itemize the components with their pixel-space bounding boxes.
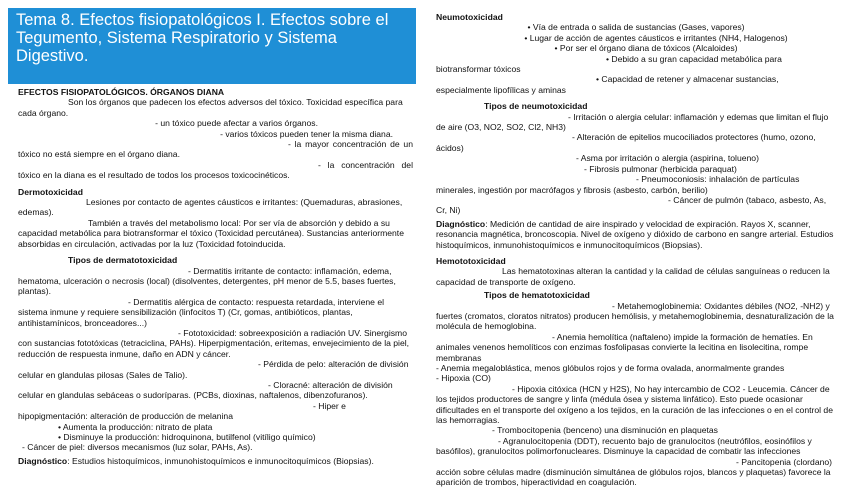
list-item: • Vía de entrada o salida de sustancias (Gases, vapores) xyxy=(527,22,745,33)
subheading-tipos-dermatotoxicidad: Tipos de dermatotoxicidad xyxy=(68,255,178,266)
paragraph: Son los órganos que padecen los efectos adversos del tóxico. Toxicidad específica para cada órgano. xyxy=(18,97,403,118)
list-item: - Fibrosis pulmonar (herbicida paraquat) xyxy=(584,163,737,174)
list-item: • Disminuye la producción: hidroquinona, butilfenol (vitíligo químico) xyxy=(58,432,316,442)
diagnostico-line xyxy=(18,456,413,466)
list-item: • Aumenta la producción: nitrato de plata xyxy=(58,421,213,432)
list-item: - Pneumoconiosis: inhalación de partículas minerales, ingestión por macrófagos y fibrosis (asbesto, carbón, berilio) xyxy=(436,174,800,195)
right-column xyxy=(436,12,836,488)
diagnostico-line xyxy=(436,219,836,250)
list-item: - Hipoxia citóxica (HCN y H2S), No hay intercambio de CO2 - Leucemia. Cáncer de los tejidos productores de sangre y linfa (médula ósea y sistema linfático). Esto puede ocasionar dificultades en el transporte del oxígeno a los tejidos, en la curación de las infecciones o en el control de las hemorragias. xyxy=(436,383,833,426)
list-item: - Agranulocitopenia (DDT), recuento bajo de granulocitos (neutrófilos, eosinófilos y basófilos), granulocitos polimorfonucleares. Disminuye la capacidad de combatir las infecciones xyxy=(436,435,812,457)
list-item: - Anemia hemolítica (naftaleno) impide la formación de hematíes. En animales venenos hemolíticos con enzimas fosfolipasas convierte la lecitina en lisolecitina, rompe membranas xyxy=(436,331,813,363)
paragraph: Lesiones por contacto de agentes cáusticos e irritantes: (Quemaduras, abrasiones, edemas). xyxy=(18,197,403,218)
list-item: - un tóxico puede afectar a varios órganos. xyxy=(155,118,318,129)
list-item: - Dermatitis alérgica de contacto: respuesta retardada, interviene el sistema inmune y requiere sensibilización (linfocitos T) (Cr, gomas, antibióticos, plantas, antihistamínicos, bronceadores...) xyxy=(18,296,385,328)
list-item: - Hiper e hipopigmentación: alteración de producción de melanina xyxy=(18,400,346,422)
list-item: • Por ser el órgano diana de tóxicos (Alcaloides) xyxy=(554,43,738,54)
list-item: - Hipoxia (CO) xyxy=(436,373,491,384)
list-item: - Pérdida de pelo: alteración de división celular en glandulas pilosas (Sales de Talio). xyxy=(18,359,409,380)
subheading-tipos-hematotoxicidad: Tipos de hematotoxicidad xyxy=(484,290,590,301)
paragraph: Las hematotoxinas alteran la cantidad y la calidad de células sanguíneas o reducen la capacidad de transporte de oxígeno. xyxy=(436,266,830,287)
list-item: - Trombocitopenia (benceno) una disminución en plaquetas xyxy=(492,425,718,436)
list-item: - varios tóxicos pueden tener la misma diana. xyxy=(220,128,393,139)
list-item: - Dermatitis irritante de contacto: inflamación, edema, hematoma, ulceración o necrosis (local) (disolventes, detergentes, pH menor de 5.5, bases fuertes, plantas). xyxy=(18,265,396,297)
list-item: • Lugar de acción de agentes cáusticos e irritantes (NH4, Halogenos) xyxy=(524,32,788,43)
section-heading-organos-diana: EFECTOS FISIOPATOLÓGICOS. ÓRGANOS DIANA xyxy=(18,87,225,97)
list-item: - Pancitopenia (clordano) acción sobre células madre (disminución simultánea de glóbulos rojos, blancos y plaquetas) favorece la aparición de trombos, hiperactividad en coagulación. xyxy=(436,456,833,488)
list-item: - Fototoxicidad: sobreexposición a radiación UV. Sinergismo con sustancias fototóxicas (tetraciclina, PAHs). Hiperpigmentación, eritemas, envejecimiento de la piel, reducción de respuesta inmune, daño en ADN y cáncer. xyxy=(18,327,410,359)
diagnostico-text: : Estudios histoquímicos, inmunohistoquímicos e inmunocitoquímicos (Biopsias). xyxy=(67,455,374,466)
subheading-tipos-neumotoxicidad: Tipos de neumotoxicidad xyxy=(484,101,588,112)
paragraph: También a través del metabolismo local: Por ser vía de absorción y debido a su capacidad metabólica para biotransformar el tóxico (Toxicidad percutánea). Sustancias anteriormente absorbidas en circulación, activadas por la luz (Toxicidad fotoinducida. xyxy=(18,217,404,249)
left-column xyxy=(18,87,413,466)
list-item: - Asma por irritación o alergia (aspirina, tolueno) xyxy=(576,153,759,164)
list-item: - la concentración del tóxico en la diana es el resultado de todos los procesos toxicocinéticos. xyxy=(18,159,413,181)
list-item: - Cloracné: alteración de división celular en glandulas sebáceas o sudoríparas. (PCBs, dioxinas, naftalenos, dibenzofuranos). xyxy=(18,379,393,401)
list-item: - Irritación o alergia celular: inflamación y edemas que limitan el flujo de aire (O3, NO2, SO2, Cl2, NH3) xyxy=(436,111,829,133)
list-item: - la mayor concentración de un tóxico no está siempre en el órgano diana. xyxy=(18,139,413,160)
diagnostico-label: Diagnóstico xyxy=(18,455,68,466)
slide-title-banner xyxy=(8,8,416,84)
list-item: - Cáncer de pulmón (tabaco, asbesto, As, Cr, Ni) xyxy=(436,194,827,216)
list-item: • Debido a su gran capacidad metabólica para biotransformar tóxicos xyxy=(436,53,782,75)
list-item: • Capacidad de retener y almacenar sustancias, especialmente lipofílicas y aminas xyxy=(436,74,779,95)
section-heading-dermotoxicidad: Dermotoxicidad xyxy=(18,186,83,197)
section-heading-hemototoxicidad: Hemototoxicidad xyxy=(436,255,506,266)
section-heading-neumotoxicidad: Neumotoxicidad xyxy=(436,12,503,22)
list-item: - Alteración de epitelios mucociliados protectores (humo, ozono, ácidos) xyxy=(436,132,816,153)
list-item: - Cáncer de piel: diversos mecanismos (luz solar, PAHs, As). xyxy=(22,442,253,453)
diagnostico-label: Diagnóstico xyxy=(436,218,486,229)
diagnostico-text: : Medición de cantidad de aire inspirado y velocidad de expiración. Rayos X, scanner, resonancia magnética, broncoscopia. Nivel de oxígeno y dióxido de carbono en sangre arterial. Estudios histoquímicos, inmunohistoquímicos e inmunocitoquímicos (Biopsias). xyxy=(436,218,834,250)
list-item: - Anemia megaloblástica, menos glóbulos rojos y de forma ovalada, anormalmente grandes xyxy=(436,363,785,373)
list-item: - Metahemoglobinemia: Oxidantes débiles (NO2, -NH2) y fuertes (cromatos, cloratos nitratos) producen hemólisis, y metahemoglobinemia, desnaturalización de la molécula de hemoglobina. xyxy=(436,300,834,332)
slide-title: Tema 8. Efectos fisiopatológicos I. Efectos sobre el Tegumento, Sistema Respiratorio y Sistema Digestivo. xyxy=(16,11,389,65)
